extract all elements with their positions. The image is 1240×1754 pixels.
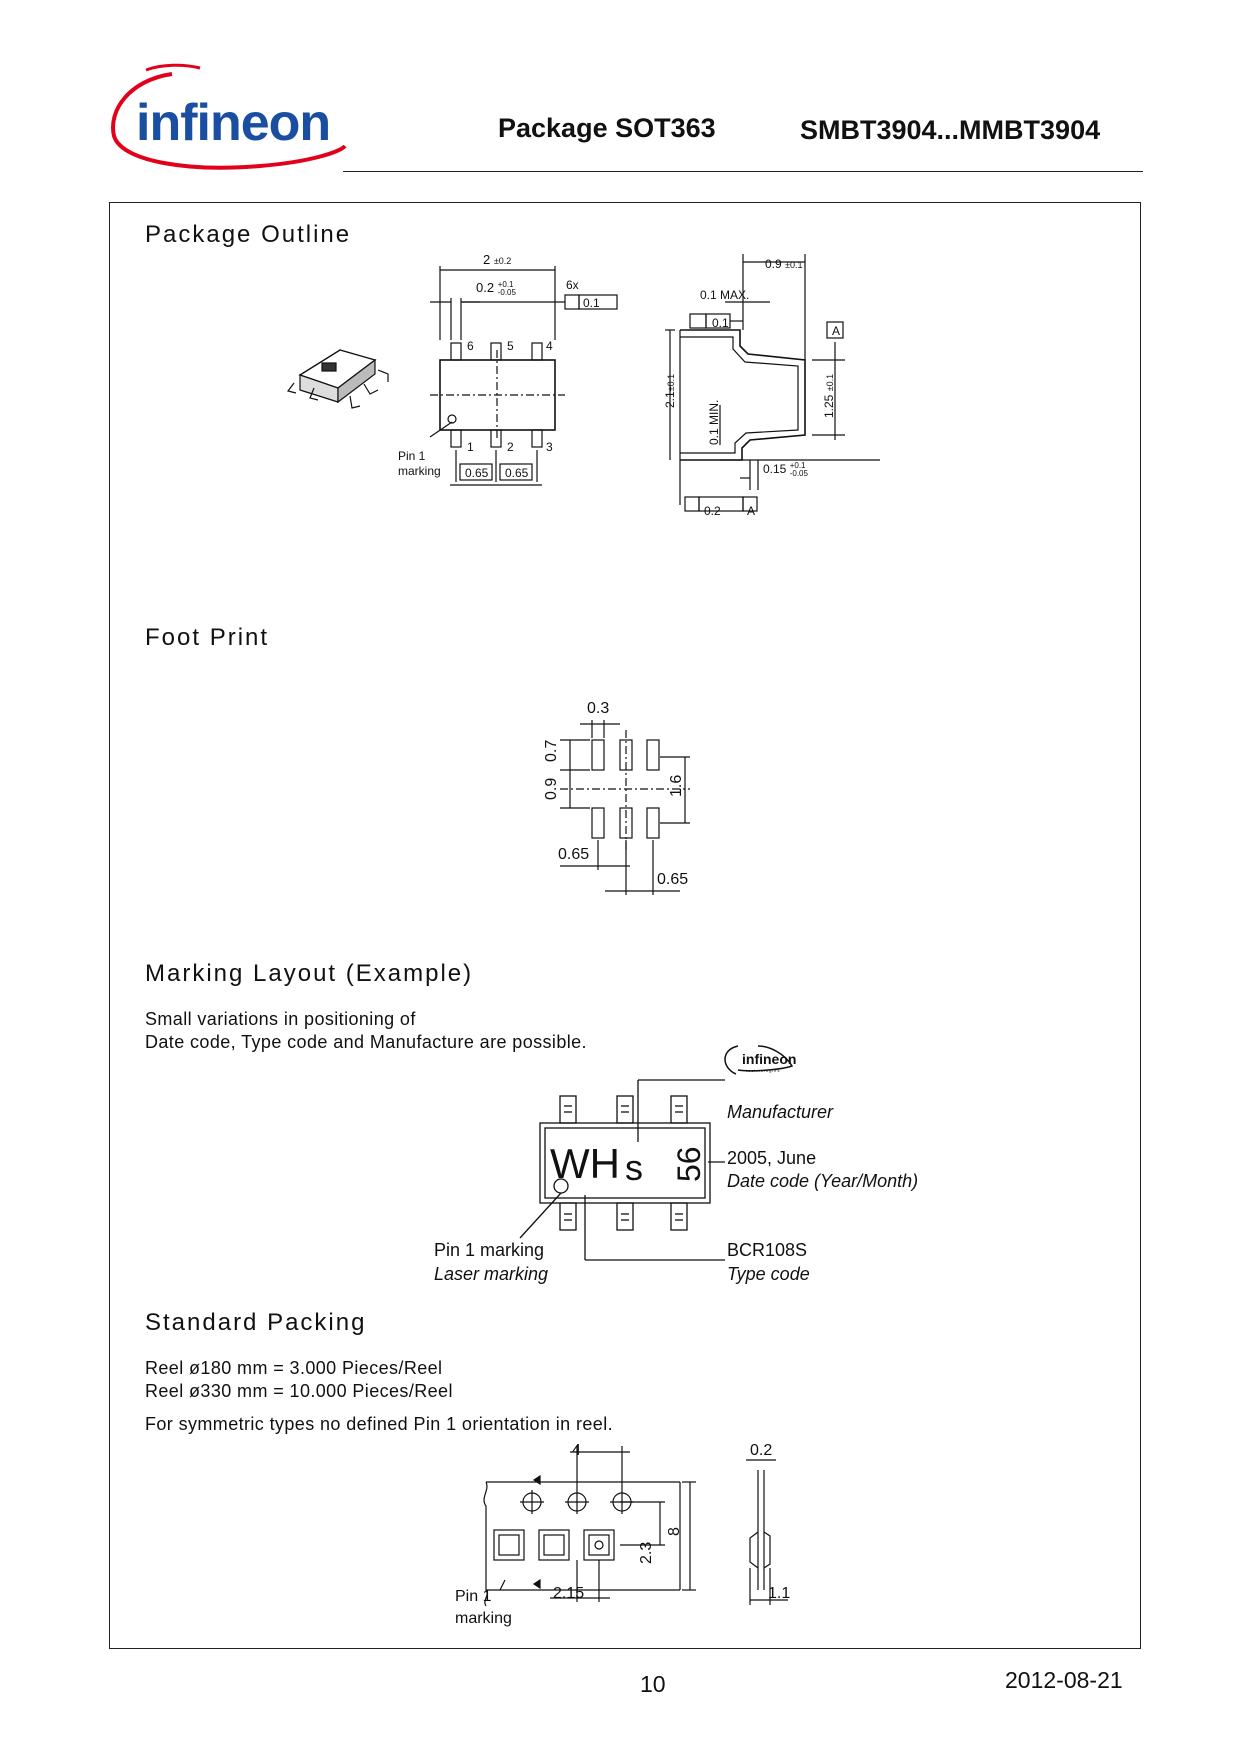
dim-lead-tol-minus: -0.05 bbox=[497, 287, 516, 297]
footer-date: 2012-08-21 bbox=[1005, 1667, 1123, 1693]
pin1-marking-line2: marking bbox=[398, 464, 441, 478]
infineon-logo-small bbox=[725, 1046, 796, 1074]
pin-label-5: 5 bbox=[507, 339, 514, 353]
tape-depth: 1.1 bbox=[768, 1585, 791, 1602]
chip-type-code: WH bbox=[550, 1140, 620, 1187]
dim-body-height bbox=[822, 374, 836, 418]
dim-lead-thickness-value: 0.15 bbox=[763, 462, 787, 477]
date-code-label: Date code (Year/Month) bbox=[727, 1171, 919, 1191]
section-title-marking-layout: Marking Layout (Example) bbox=[145, 960, 474, 987]
fp-gap: 0.9 bbox=[543, 777, 560, 800]
dim-lead-value: 0.2 bbox=[476, 280, 495, 295]
pin-label-2: 2 bbox=[507, 440, 514, 454]
pin-label-3: 3 bbox=[546, 440, 553, 454]
dim-lead-tol bbox=[498, 281, 516, 297]
dim-lead-thickness bbox=[763, 462, 808, 478]
chip-3d-icon bbox=[288, 350, 388, 408]
standoff-max: 0.1 MAX. bbox=[700, 288, 750, 302]
section-title-package-outline: Package Outline bbox=[145, 221, 352, 248]
dim-width-tol: ±0.2 bbox=[493, 256, 512, 266]
infineon-logo bbox=[100, 62, 350, 172]
packing-line2: Reel ø330 mm = 10.000 Pieces/Reel bbox=[145, 1381, 453, 1401]
dim-lead-tol-plus: +0.1 bbox=[497, 279, 514, 289]
marking-drawing bbox=[420, 1040, 840, 1300]
dim-overall-tol: ±0.1 bbox=[666, 373, 676, 392]
logo-graphic bbox=[100, 62, 350, 172]
dim-lead-thickness-plus: +0.1 bbox=[789, 461, 806, 470]
fp-pad-height: 0.7 bbox=[543, 739, 560, 762]
date-code-value: 2005, June bbox=[727, 1148, 817, 1168]
logo-small-subtext: technologies bbox=[746, 1068, 781, 1073]
tape-pin1-line1: Pin 1 bbox=[455, 1588, 492, 1605]
dim-width-value: 2 bbox=[483, 252, 491, 267]
packing-line1: Reel ø180 mm = 3.000 Pieces/Reel bbox=[145, 1358, 443, 1378]
dim-body-height-tol: ±0.1 bbox=[825, 373, 835, 392]
chip-mfr-code: s bbox=[625, 1147, 643, 1188]
tape-offset: 2.15 bbox=[553, 1585, 585, 1602]
package-outline-drawing bbox=[280, 250, 880, 530]
symmetry-tol: 0.2 bbox=[704, 504, 721, 518]
part-title: SMBT3904...MMBT3904 bbox=[800, 115, 1101, 145]
dim-width bbox=[483, 252, 511, 267]
dim-lead bbox=[476, 280, 516, 297]
dim-height bbox=[765, 257, 802, 271]
tape-width: 8 bbox=[666, 1527, 683, 1536]
header-rule bbox=[343, 171, 1143, 172]
manufacturer-label: Manufacturer bbox=[727, 1102, 834, 1122]
dim-body-height-value: 1.25 bbox=[822, 394, 836, 418]
packing-line3: For symmetric types no defined Pin 1 orientation in reel. bbox=[145, 1414, 614, 1434]
dim-height-tol: ±0.1 bbox=[785, 260, 803, 270]
dim-lead-thickness-minus: -0.05 bbox=[789, 469, 808, 478]
type-code-label: Type code bbox=[727, 1264, 810, 1284]
pin-label-6: 6 bbox=[467, 339, 474, 353]
pitch-label-1: 0.65 bbox=[465, 466, 489, 480]
tape-drawing bbox=[470, 1440, 810, 1620]
section-title-foot-print: Foot Print bbox=[145, 624, 270, 651]
pin-label-1: 1 bbox=[467, 440, 474, 454]
tape-pin1-line2: marking bbox=[455, 1610, 512, 1627]
logo-small-text: infineon bbox=[742, 1051, 797, 1067]
dim-overall-value: 2.1 bbox=[663, 391, 677, 408]
page-number: 10 bbox=[640, 1671, 666, 1697]
dim-overall bbox=[663, 374, 677, 408]
footprint-drawing bbox=[540, 700, 720, 900]
datum-a: A bbox=[832, 324, 841, 338]
fp-span: 1.6 bbox=[668, 774, 685, 797]
tape-thickness: 0.2 bbox=[750, 1442, 773, 1459]
logo-text: infineon bbox=[136, 94, 331, 152]
fp-pitch-b: 0.65 bbox=[657, 871, 689, 888]
tape-inner: 2.3 bbox=[638, 1541, 655, 1564]
chip-date-code: 56 bbox=[671, 1146, 707, 1182]
dim-lead-thickness-tol bbox=[790, 462, 808, 478]
symmetry-datum: A bbox=[747, 504, 756, 518]
fp-pitch-a: 0.65 bbox=[558, 846, 590, 863]
laser-marking-label: Laser marking bbox=[434, 1264, 549, 1284]
dim-height-value: 0.9 bbox=[765, 257, 782, 271]
type-code-value: BCR108S bbox=[727, 1240, 808, 1260]
position-tol: 0.1 bbox=[583, 296, 600, 310]
marking-note-line1: Small variations in positioning of bbox=[145, 1009, 416, 1029]
package-title: Package SOT363 bbox=[498, 113, 716, 143]
tape-pitch: 4 bbox=[572, 1442, 581, 1459]
pin1-marking-label: Pin 1 marking bbox=[434, 1240, 545, 1260]
standoff-min: 0.1 MIN. bbox=[707, 399, 721, 445]
pin-label-4: 4 bbox=[546, 339, 553, 353]
pitch-label-2: 0.65 bbox=[505, 466, 529, 480]
section-title-standard-packing: Standard Packing bbox=[145, 1309, 367, 1336]
flat-tol: 0.1 bbox=[712, 316, 729, 330]
fp-pad-width: 0.3 bbox=[587, 700, 610, 717]
six-x-label: 6x bbox=[566, 278, 579, 292]
marking-note-line2: Date code, Type code and Manufacture are possible. bbox=[145, 1032, 587, 1052]
pin1-marking-line1: Pin 1 bbox=[398, 449, 426, 463]
